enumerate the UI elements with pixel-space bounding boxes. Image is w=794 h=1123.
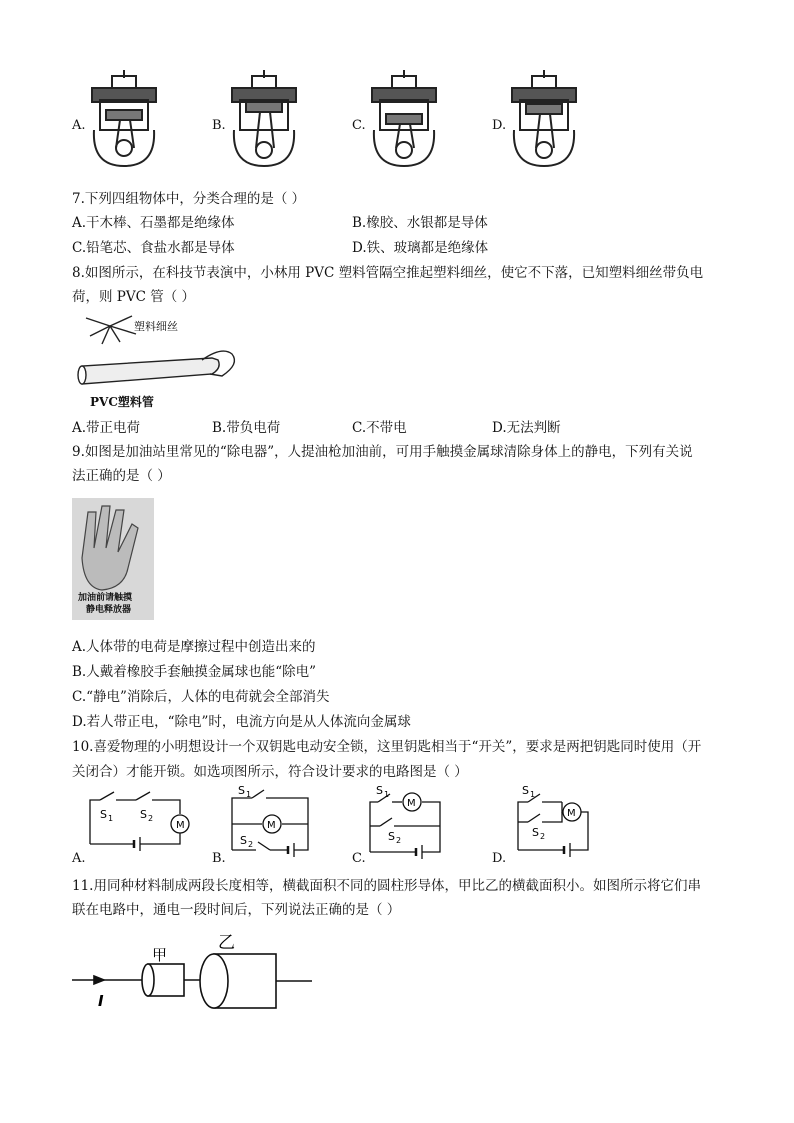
- q8-option-d[interactable]: D.无法判断: [492, 420, 561, 436]
- q11-figure: [72, 926, 318, 1020]
- q8-option-b[interactable]: B.带负电荷: [212, 420, 281, 436]
- q10-stem-line1: 10.喜爱物理的小明想设计一个双钥匙电动安全锁，这里钥匙相当于“开关”，要求是两把钥匙同时使用（开: [72, 739, 702, 755]
- q9-option-b[interactable]: B.人戴着橡胶手套触摸金属球也能“除电”: [72, 664, 317, 680]
- circuit-c-motor-label: M: [407, 798, 416, 809]
- q11-label-current: I: [98, 992, 104, 1010]
- circuit-d-motor-label: M: [567, 808, 576, 819]
- q9-fig-caption-2: 静电释放器: [86, 605, 132, 615]
- circuit-d-s1-sub: 1: [530, 790, 536, 799]
- q9-option-c[interactable]: C.“静电”消除后，人体的电荷就会全部消失: [72, 689, 330, 705]
- circuit-a-motor-label: M: [176, 820, 185, 831]
- q11-label-jia: 甲: [152, 946, 168, 964]
- q7-option-b[interactable]: B.橡胶、水银都是导体: [352, 215, 488, 231]
- engine-figure-b: [232, 70, 296, 166]
- q8-option-c[interactable]: C.不带电: [352, 420, 407, 436]
- q10-stem-line2: 关闭合）才能开锁。如选项图所示，符合设计要求的电路图是（ ）: [72, 764, 468, 780]
- engine-figure-a: [92, 70, 156, 166]
- circuit-d: [508, 784, 618, 860]
- q10-option-c[interactable]: C.: [352, 851, 366, 866]
- q9-option-d[interactable]: D.若人带正电，“除电”时，电流方向是从人体流向金属球: [72, 714, 411, 730]
- circuit-d-s2-sub: 2: [540, 832, 546, 841]
- q7-option-d[interactable]: D.铁、玻璃都是绝缘体: [352, 240, 489, 256]
- circuit-d-s1-label: S: [522, 784, 529, 797]
- circuit-c-s1-sub: 1: [384, 790, 390, 799]
- q11-stem-line2: 联在电路中，通电一段时间后，下列说法正确的是（ ）: [72, 902, 401, 918]
- q6-option-d[interactable]: D.: [492, 118, 507, 133]
- circuit-a-s2-label: S: [140, 808, 147, 821]
- q8-stem-line2: 荷，则 PVC 管（ ）: [72, 289, 196, 305]
- q9-stem-line1: 9.如图是加油站里常见的“除电器”，人提油枪加油前，可用手触摸金属球清除身体上的静电，下列有关说: [72, 444, 693, 460]
- circuit-b-motor-label: M: [267, 820, 276, 831]
- q11-stem-line1: 11.用同种材料制成两段长度相等，横截面积不同的圆柱形导体，甲比乙的横截面积小。如图所示将它们串: [72, 878, 701, 894]
- q8-option-a[interactable]: A.带正电荷: [72, 420, 141, 436]
- q9-fig-caption-1: 加油前请触摸: [78, 593, 133, 603]
- circuit-b-s1-label: S: [238, 784, 245, 797]
- q8-stem-line1: 8.如图所示，在科技节表演中，小林用 PVC 塑料管隔空推起塑料细丝，使它不下落，已知塑料细丝带负电: [72, 265, 704, 281]
- engine-figures-row: [70, 70, 590, 170]
- q11-label-yi: 乙: [218, 933, 235, 953]
- circuit-d-s2-label: S: [532, 826, 539, 839]
- circuit-c-s2-label: S: [388, 830, 395, 843]
- circuit-a-s2-sub: 2: [148, 814, 154, 823]
- q7-option-c[interactable]: C.铅笔芯、食盐水都是导体: [72, 240, 235, 256]
- q6-option-a[interactable]: A.: [72, 118, 86, 133]
- circuit-a: [84, 786, 194, 856]
- circuit-c-s1-label: S: [376, 784, 383, 797]
- q6-option-c[interactable]: C.: [352, 118, 366, 133]
- q7-option-a[interactable]: A.干木棒、石墨都是绝缘体: [72, 215, 235, 231]
- q9-stem-line2: 法正确的是（ ）: [72, 468, 171, 484]
- q10-option-d[interactable]: D.: [492, 851, 507, 866]
- circuit-b-s2-label: S: [240, 834, 247, 847]
- circuit-c: [360, 784, 470, 860]
- q8-fig-label-pipe: PVC塑料管: [90, 395, 154, 409]
- circuit-b: [222, 784, 332, 860]
- circuit-c-s2-sub: 2: [396, 836, 402, 845]
- q6-option-b[interactable]: B.: [212, 118, 226, 133]
- circuit-b-s1-sub: 1: [246, 790, 252, 799]
- q7-stem: 7.下列四组物体中，分类合理的是（ ）: [72, 191, 306, 207]
- engine-figures-svg: [70, 70, 590, 170]
- circuit-a-s1-sub: 1: [108, 814, 114, 823]
- q8-fig-label-thread: 塑料细丝: [134, 320, 178, 333]
- circuit-b-s2-sub: 2: [248, 840, 254, 849]
- q10-option-a[interactable]: A.: [72, 851, 86, 866]
- q9-option-a[interactable]: A.人体带的电荷是摩擦过程中创造出来的: [72, 639, 316, 655]
- circuit-a-s1-label: S: [100, 808, 107, 821]
- q10-option-b[interactable]: B.: [212, 851, 226, 866]
- engine-figure-d: [512, 70, 576, 166]
- engine-figure-c: [372, 70, 436, 166]
